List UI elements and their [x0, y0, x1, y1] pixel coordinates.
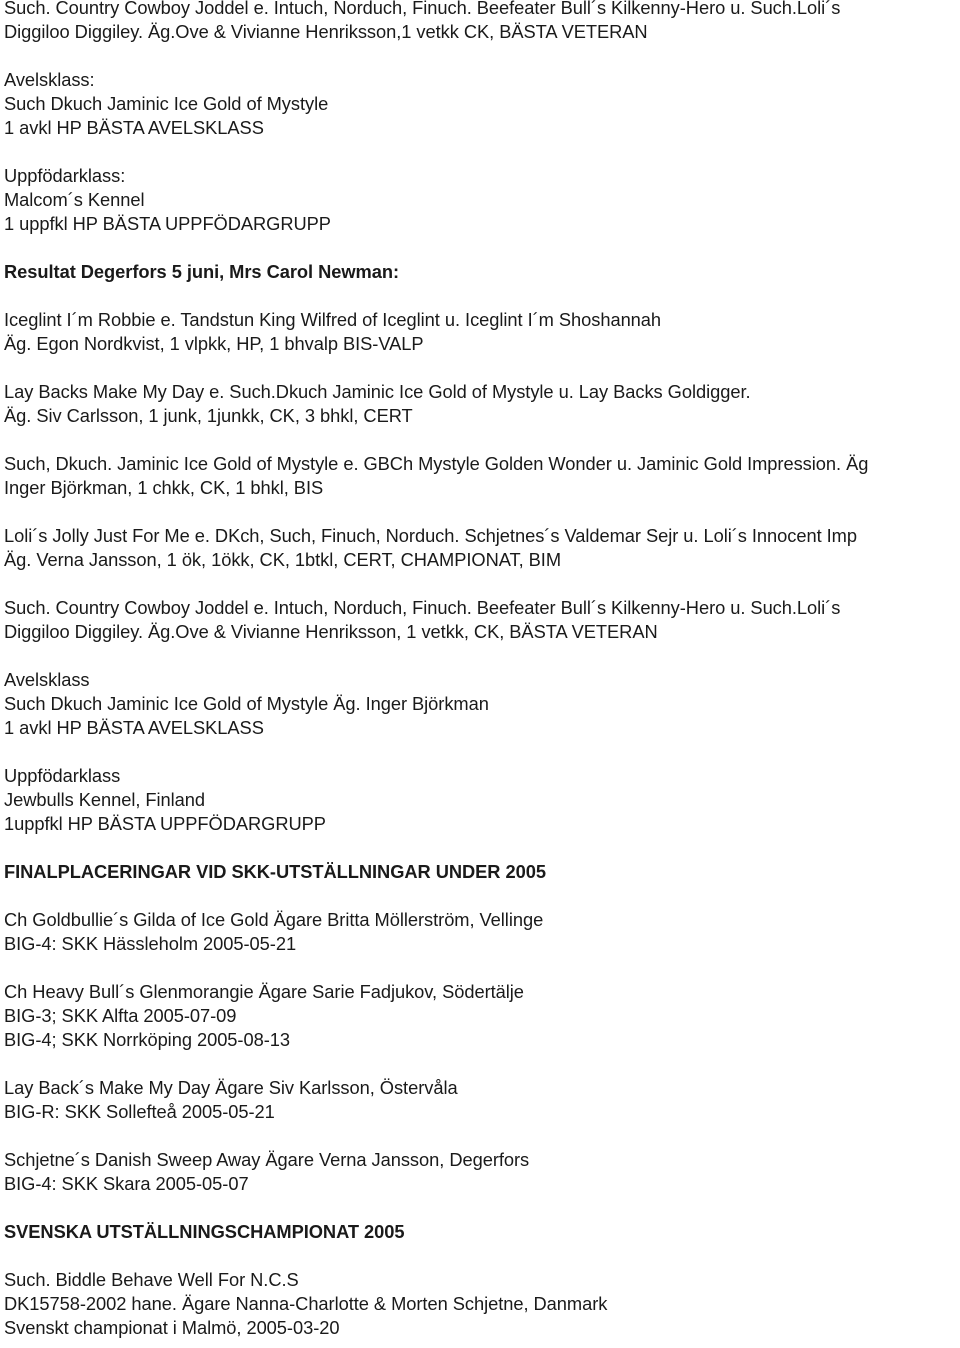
section-heading: Resultat Degerfors 5 juni, Mrs Carol Newman: — [4, 261, 399, 282]
text-line: Inger Björkman, 1 chkk, CK, 1 bhkl, BIS — [4, 477, 324, 498]
text-line: Jewbulls Kennel, Finland — [4, 789, 206, 810]
text-line: Malcom´s Kennel — [4, 189, 145, 210]
text-line: BIG-4: SKK Skara 2005-05-07 — [4, 1173, 249, 1194]
text-line: BIG-4; SKK Norrköping 2005-08-13 — [4, 1029, 290, 1050]
text-line: DK15758-2002 hane. Ägare Nanna-Charlotte & Morten Schjetne, Danmark — [4, 1293, 608, 1314]
text-line: BIG-3; SKK Alfta 2005-07-09 — [4, 1005, 237, 1026]
text-line: Ch Goldbullie´s Gilda of Ice Gold Ägare Britta Möllerström, Vellinge — [4, 909, 544, 930]
text-line: Such, Dkuch. Jaminic Ice Gold of Mystyle e. GBCh Mystyle Golden Wonder u. Jaminic Gold Impression. Äg — [4, 453, 869, 474]
text-line: Schjetne´s Danish Sweep Away Ägare Verna Jansson, Degerfors — [4, 1149, 530, 1170]
text-line: 1 uppfkl HP BÄSTA UPPFÖDARGRUPP — [4, 213, 331, 234]
text-line: Diggiloo Diggiley. Äg.Ove & Vivianne Henriksson, 1 vetkk, CK, BÄSTA VETERAN — [4, 621, 658, 642]
text-line: Such Dkuch Jaminic Ice Gold of Mystyle Äg. Inger Björkman — [4, 693, 489, 714]
text-line: Lay Backs Make My Day e. Such.Dkuch Jaminic Ice Gold of Mystyle u. Lay Backs Goldigger. — [4, 381, 751, 402]
text-line: Äg. Siv Carlsson, 1 junk, 1junkk, CK, 3 bhkl, CERT — [4, 405, 413, 426]
text-line: Äg. Egon Nordkvist, 1 vlpkk, HP, 1 bhvalp BIS-VALP — [4, 333, 424, 354]
text-line: Äg. Verna Jansson, 1 ök, 1ökk, CK, 1btkl, CERT, CHAMPIONAT, BIM — [4, 549, 562, 570]
section-heading: SVENSKA UTSTÄLLNINGSCHAMPIONAT 2005 — [4, 1221, 405, 1242]
text-line: Diggiloo Diggiley. Äg.Ove & Vivianne Henriksson,1 vetkk CK, BÄSTA VETERAN — [4, 21, 648, 42]
text-line: Avelsklass: — [4, 69, 95, 90]
text-line: Avelsklass — [4, 669, 90, 690]
text-line: Svenskt championat i Malmö, 2005-03-20 — [4, 1317, 340, 1338]
text-line: 1 avkl HP BÄSTA AVELSKLASS — [4, 117, 264, 138]
text-line: BIG-R: SKK Sollefteå 2005-05-21 — [4, 1101, 275, 1122]
text-line: Loli´s Jolly Just For Me e. DKch, Such, Finuch, Norduch. Schjetnes´s Valdemar Sejr u. Loli´s Innocent Imp — [4, 525, 857, 546]
text-line: Ch Heavy Bull´s Glenmorangie Ägare Sarie Fadjukov, Södertälje — [4, 981, 524, 1002]
text-line: Such. Country Cowboy Joddel e. Intuch, Norduch, Finuch. Beefeater Bull´s Kilkenny-Hero u. Such.Loli´s — [4, 597, 841, 618]
text-line: Lay Back´s Make My Day Ägare Siv Karlsson, Östervåla — [4, 1077, 458, 1098]
text-line: 1uppfkl HP BÄSTA UPPFÖDARGRUPP — [4, 813, 326, 834]
text-line: BIG-4: SKK Hässleholm 2005-05-21 — [4, 933, 297, 954]
section-heading: FINALPLACERINGAR VID SKK-UTSTÄLLNINGAR UNDER 2005 — [4, 861, 546, 882]
text-line: Such. Biddle Behave Well For N.C.S — [4, 1269, 299, 1290]
text-line: Such Dkuch Jaminic Ice Gold of Mystyle — [4, 93, 329, 114]
text-line: Uppfödarklass — [4, 765, 121, 786]
text-line: Iceglint I´m Robbie e. Tandstun King Wilfred of Iceglint u. Iceglint I´m Shoshannah — [4, 309, 662, 330]
text-line: Uppfödarklass: — [4, 165, 126, 186]
text-line: 1 avkl HP BÄSTA AVELSKLASS — [4, 717, 264, 738]
text-line: Such. Country Cowboy Joddel e. Intuch, Norduch, Finuch. Beefeater Bull´s Kilkenny-Hero u. Such.Loli´s — [4, 0, 841, 18]
